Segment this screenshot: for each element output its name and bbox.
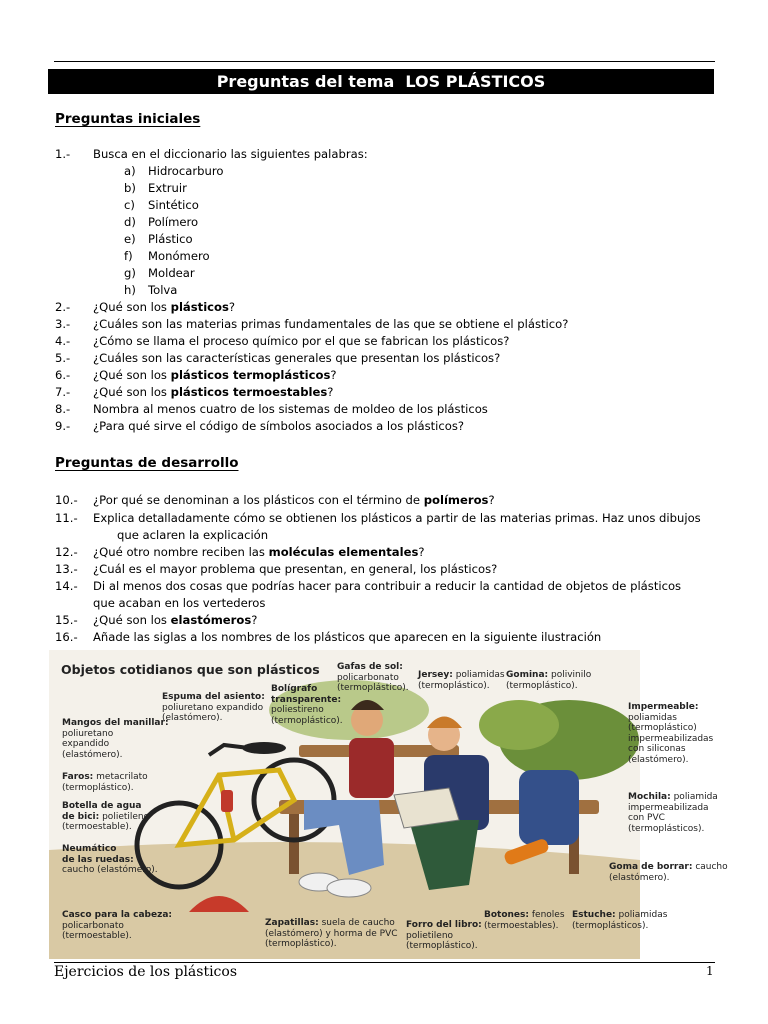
label-jersey: Jersey: poliamidas (termoplástico). bbox=[418, 670, 505, 691]
label-botones: Botones: fenoles (termoestables). bbox=[484, 910, 565, 931]
bottle-shape bbox=[221, 790, 233, 812]
top-rule bbox=[54, 61, 715, 62]
footer-title: Ejercicios de los plásticos bbox=[54, 964, 238, 980]
illustration-title: Objetos cotidianos que son plásticos bbox=[61, 662, 320, 677]
bush-shape bbox=[479, 700, 559, 750]
label-mochila: Mochila: poliamida impermeabilizada con PVC (termoplásticos). bbox=[628, 792, 718, 834]
list-item: h) Tolva bbox=[124, 283, 178, 297]
page-number: 1 bbox=[706, 964, 714, 978]
label-gafas: Gafas de sol: policarbonato (termoplástico). bbox=[337, 662, 409, 693]
label-goma: Goma de borrar: caucho (elastómero). bbox=[609, 862, 728, 883]
label-botella: Botella de agua de bici: polietileno (termoestable). bbox=[62, 801, 150, 832]
list-item: c) Sintético bbox=[124, 198, 199, 212]
backpack-shape bbox=[519, 770, 579, 845]
list-item: a) Hidrocarburo bbox=[124, 164, 224, 178]
label-faros: Faros: metacrilato (termoplástico). bbox=[62, 772, 148, 793]
boy-sweater bbox=[349, 738, 394, 798]
label-impermeable: Impermeable: poliamidas (termoplástico) impermeabilizadas con siliconas (elastómero). bbox=[628, 702, 714, 765]
list-item: g) Moldear bbox=[124, 266, 195, 280]
section-heading-development: Preguntas de desarrollo bbox=[55, 455, 239, 471]
list-item: f) Monómero bbox=[124, 249, 210, 263]
boy-hair bbox=[427, 717, 462, 729]
bench-leg bbox=[289, 814, 299, 874]
page-title: Preguntas del tema LOS PLÁSTICOS bbox=[48, 69, 714, 94]
question-text: Busca en el diccionario las siguientes palabras: bbox=[93, 147, 368, 161]
label-gomina: Gomina: polivinilo (termoplástico). bbox=[506, 670, 592, 691]
list-item: b) Extruir bbox=[124, 181, 187, 195]
label-neumatico: Neumático de las ruedas: caucho (elastómero). bbox=[62, 844, 158, 875]
plastics-illustration bbox=[49, 650, 728, 959]
list-item: e) Plástico bbox=[124, 232, 193, 246]
label-forro: Forro del libro: polietileno (termoplástico). bbox=[406, 920, 482, 951]
label-zapatillas: Zapatillas: suela de caucho (elastómero) y horma de PVC (termoplástico). bbox=[265, 918, 398, 949]
sneaker-shape bbox=[327, 879, 371, 897]
bike-seat bbox=[242, 742, 286, 754]
section-heading-initial: Preguntas iniciales bbox=[55, 111, 201, 127]
bottom-rule bbox=[54, 962, 715, 963]
label-espuma: Espuma del asiento: poliuretano expandido (elastómero). bbox=[162, 692, 265, 723]
label-boligrafo: Bolígrafo transparente: poliestireno (termoplástico). bbox=[271, 684, 343, 726]
label-estuche: Estuche: poliamidas (termoplásticos). bbox=[572, 910, 668, 931]
label-casco: Casco para la cabeza: policarbonato (termoestable). bbox=[62, 910, 173, 941]
label-mangos: Mangos del manillar: poliuretano expandido (elastómero). bbox=[62, 718, 169, 760]
question-number: 1.- bbox=[55, 147, 71, 161]
list-item: d) Polímero bbox=[124, 215, 199, 229]
